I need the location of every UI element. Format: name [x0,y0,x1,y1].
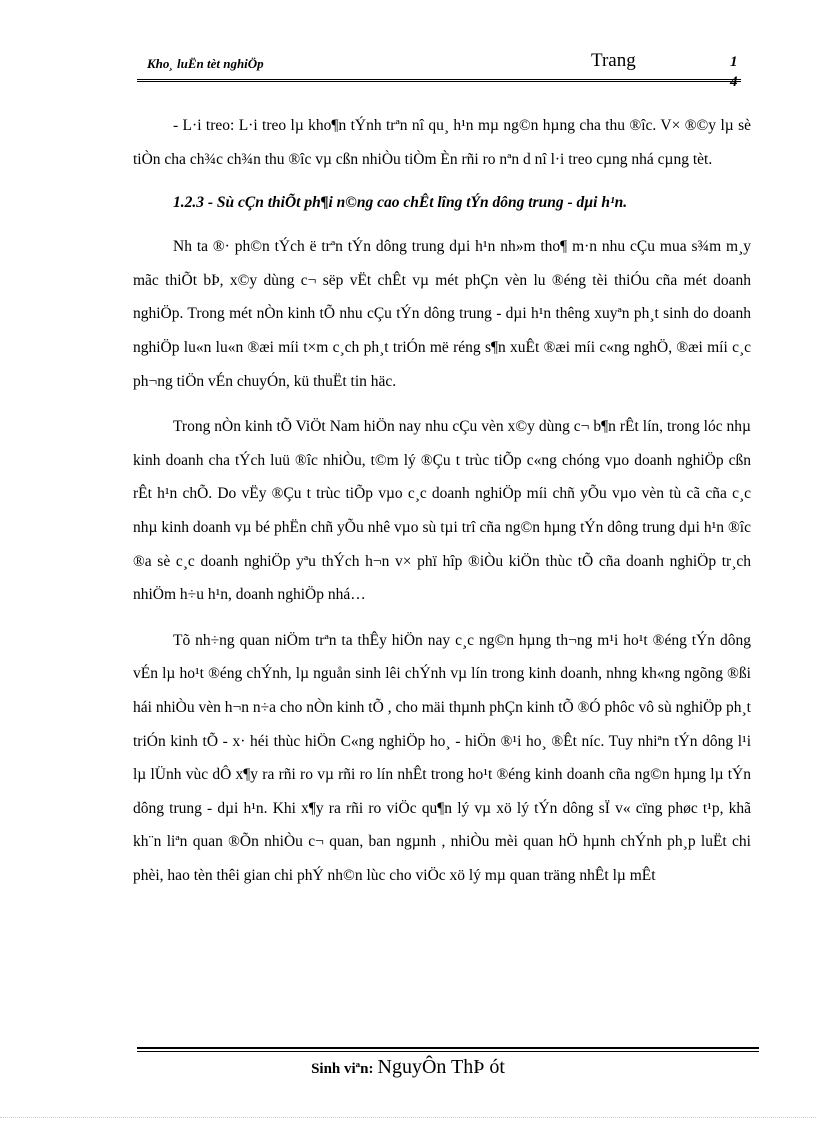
paragraph-4: Tõ nh÷ng quan niÖm trªn ta thÊy hiÖn nay c¸c ng©n hµng th¬ng m¹i ho¹t ®éng tÝn dông vÉn lµ ho¹t ®éng chÝnh, lµ nguån sinh lêi chÝnh vµ lín trong kinh doanh, nhng kh«ng ngõng ®ßi hái nhiÒu vèn h¬n n÷a cho nÒn kinh tÕ , cho mäi thµnh phÇn kinh tÕ ®Ó phôc vô sù nghiÖp ph¸t triÓn kinh tÕ - x· héi thùc hiÖn C«ng nghiÖp ho¸ - hiÖn ®¹i ho¸ ®Êt níc. Tuy nhiªn tÝn dông l¹i lµ lÜnh vùc dÔ x¶y ra rñi ro vµ rñi ro lín nhÊt trong ho¹t ®éng kinh doanh cña ng©n hµng lµ tÝn dông trung - dµi h¹n. Khi x¶y ra rñi ro viÖc qu¶n lý vµ xö lý tÝn dông sÏ v« cïng phøc t¹p, khã kh¨n liªn quan ®Õn nhiÒu c¬ quan, ban ngµnh , nhiÒu mèi quan hÖ hµnh chÝnh ph¸p luËt chi phèi, hao tèn thêi gian chi phÝ nh©n lùc cho viÖc xö lý mµ quan träng nhÊt lµ mÊt [133,631,751,884]
paragraph-2: Nh ta ®· ph©n tÝch ë trªn tÝn dông trung dµi h¹n nh»m tho¶ m·n nhu cÇu mua s¾m m¸y mãc thiÕt bÞ, x©y dùng c¬ sëp vËt chÊt vµ mét phÇn vèn lu ®éng tèi thiÓu cña mét doanh nghiÖp. Trong mét nÒn kinh tÕ nhu cÇu tÝn dông trung - dµi h¹n thêng xuyªn ph¸t sinh do doanh nghiÖp lu«n lu«n ®æi míi t×m c¸ch ph¸t triÓn më réng s¶n xuÊt ®æi míi c«ng nghÖ, ®æi míi c¸c ph¬ng tiÖn vÉn chuyÓn, kü thuËt tin häc. [133,238,751,390]
page-current: 1 [730,54,738,70]
page-number [730,52,738,92]
document-title: Kho¸ luËn tèt nghiÖp [147,56,264,71]
paragraph-3: Trong nÒn kinh tÕ ViÖt Nam hiÖn nay nhu cÇu vèn x©y dùng c¬ b¶n rÊt lín, trong lóc nhµ kinh doanh cha tÝch luü ®îc nhiÒu, t©m lý ®Çu t trùc tiÕp c«ng chóng vµo doanh nghiÖp cßn rÊt h¹n chÕ. Do vËy ®Çu t trùc tiÕp vµo c¸c doanh nghiÖp míi chñ yÕu vµo vèn tù cã cña c¸c nhµ kinh doanh vµ bé phËn chñ yÕu nhê vµo sù tµi trî cña ng©n hµng tÝn dông trung dµi h¹n ®îc ®a sè c¸c doanh nghiÖp yªu thÝch h¬n v× phï hîp ®iÒu kiÖn thùc tÕ cña doanh nghiÖp tr¸ch nhiÖm h÷u h¹n, doanh nghiÖp nhá… [133,418,751,604]
paragraph-1: - L·i treo: L·i treo lµ kho¶n tÝnh trªn nî qu¸ h¹n mµ ng©n hµng cha thu ®îc. V× ®©y lµ sè tiÒn cha ch¾c ch¾n thu ®îc vµ cßn nhiÒu tiÒm Èn rñi ro nªn d nî l·i treo cµng nhá cµng tèt. [133,117,751,168]
page-header [137,48,741,90]
page-footer [0,1056,816,1079]
section-heading: 1.2.3 - Sù cÇn thiÕt ph¶i n©ng cao chÊt lîng tÝn dông trung - dµi h¹n. [173,194,628,212]
header-rule [137,79,741,82]
page-label: Trang [591,50,636,71]
student-name: NguyÔn ThÞ ót [377,1056,505,1078]
footer-label: Sinh viªn: [311,1061,374,1077]
page-body [133,109,751,892]
page-total: 4 [730,74,738,90]
page-edge-line [0,1117,816,1118]
footer-rule [137,1047,759,1052]
